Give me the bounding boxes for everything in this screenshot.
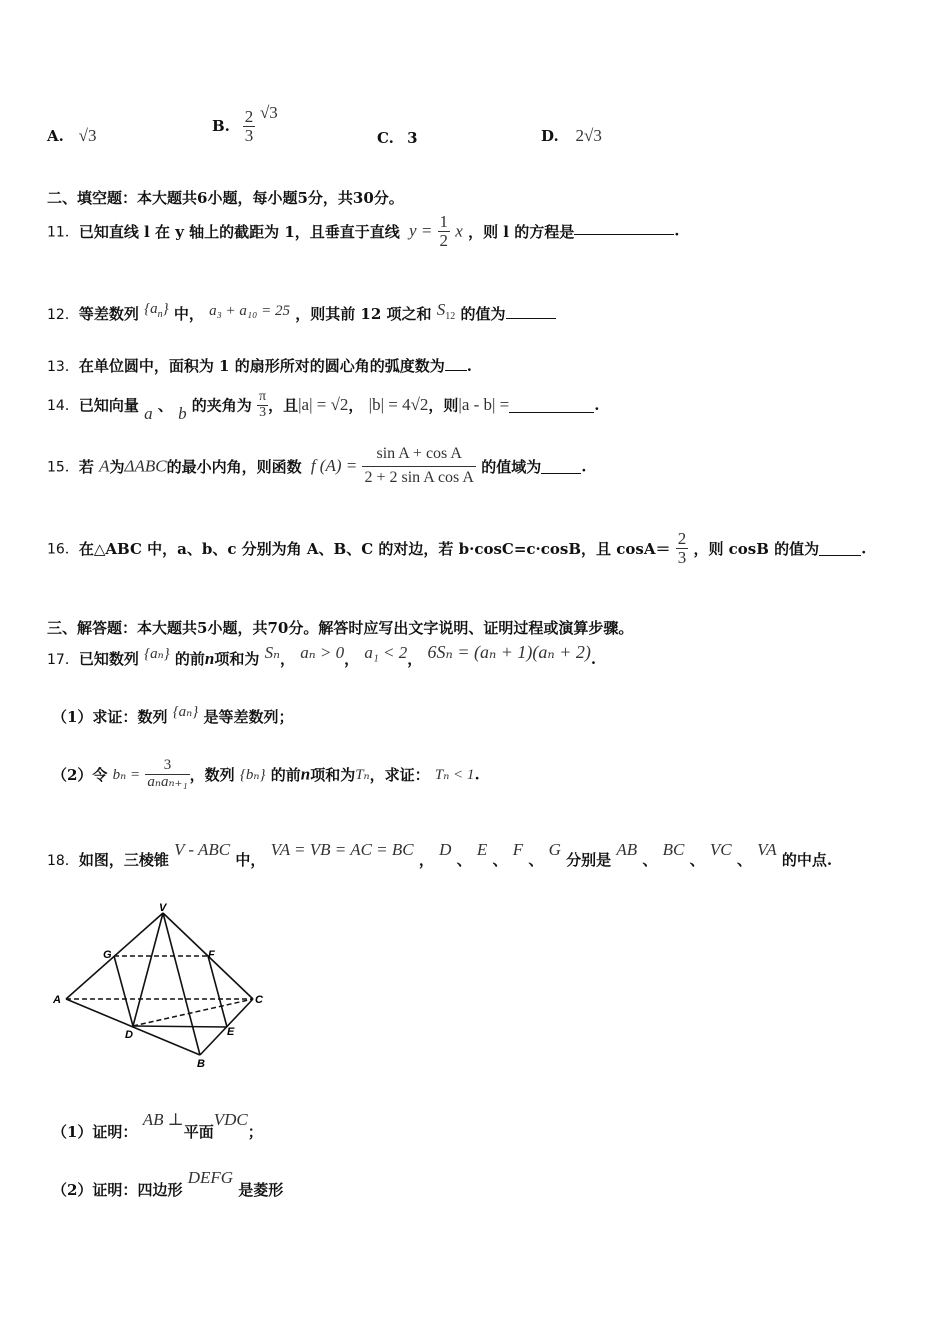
q14-number: 14． (47, 398, 79, 415)
q15-denominator: 2 + 2 sin A cos A (362, 466, 475, 487)
q17-text-1: 已知数列 (78, 650, 139, 668)
option-b (212, 103, 278, 144)
q16-numerator: 2 (677, 529, 687, 548)
q17-2-sequence: {bₙ} (239, 766, 266, 783)
q17-end: . (590, 650, 597, 668)
q15-angle-a: A (99, 456, 110, 476)
q18-sep-3: 、 (528, 851, 544, 869)
question-18-part-2 (52, 1168, 283, 1200)
q14-denominator: 3 (259, 404, 267, 420)
question-11 (47, 213, 679, 250)
q17-2-numerator: 3 (163, 757, 172, 773)
q17-2-fraction (145, 758, 189, 791)
q18-sep-6: 、 (736, 851, 752, 869)
q17-cond-1: aₙ > 0 (300, 643, 345, 662)
q17-2-text-2: 的前 (270, 765, 301, 784)
q17-2-b-lhs: bₙ = (112, 766, 141, 783)
q17-number: 17． (47, 652, 79, 668)
q18-text-3: 分别是 (566, 851, 612, 869)
question-15 (47, 446, 586, 487)
question-17 (47, 642, 596, 669)
question-17-part-1 (52, 702, 294, 727)
q16-text-1: 在△ABC 中，a、b、c 分别为角 A、B、C 的对边，若 b·cosC=c·cosB，且 cosA＝ (78, 539, 671, 558)
q18-2-defg: DEFG (187, 1168, 234, 1187)
q12-text-4: 的值为 (460, 305, 506, 323)
q17-2-text-3: 项和为 (310, 765, 356, 784)
q18-number: 18． (47, 853, 79, 869)
q15-number: 15． (47, 459, 79, 476)
q15-text-2: 为 (109, 457, 125, 476)
q18-sep-1: 、 (456, 851, 472, 869)
option-a-value: √3 (78, 126, 97, 145)
q18-2-text: 是菱形 (238, 1181, 284, 1199)
q16-denominator: 3 (677, 547, 687, 567)
q11-text-1: 已知直线 l 在 y 轴上的截距为 1，且垂直于直线 (78, 222, 400, 241)
q14-text-2: 的夹角为 (191, 396, 252, 415)
q18-1-vdc: VDC (213, 1110, 248, 1129)
q15-text-1: 若 (78, 457, 94, 476)
q16-fraction (676, 530, 689, 567)
section-3-heading: 三、解答题：本大题共5小题，共70分。解答时应写出文字说明、证明过程或演算步骤。 (47, 619, 634, 637)
q17-2-t: Tₙ (355, 766, 370, 783)
q17-cond-3: 6Sₙ = (aₙ + 1)(aₙ + 2) (427, 642, 591, 662)
segment-de (133, 1026, 227, 1027)
q17-text-3: 项和为 (214, 650, 260, 668)
label-c: C (255, 994, 263, 1006)
q12-number: 12． (47, 307, 79, 323)
q14-expr-2: |b| = 4√2 (368, 395, 429, 415)
q12-sequence: $\{a_n\}$ (144, 301, 169, 320)
label-v: V (159, 902, 167, 914)
option-c-value: 3 (407, 129, 418, 147)
segment-gd (114, 956, 133, 1026)
q14-fraction (257, 390, 268, 420)
q15-text-3: 的最小内角，则函数 (166, 457, 302, 476)
question-14 (47, 390, 600, 424)
q18-point-g: G (548, 840, 561, 859)
q17-sum: Sₙ (264, 643, 281, 662)
q14-expr-1: |a| = √2 (298, 395, 349, 415)
q12-equation: a₃ + a₁₀ = 25 (209, 303, 290, 319)
q16-text-2: ，则 cosB 的值为 (693, 539, 820, 558)
q13-number: 13． (47, 359, 79, 375)
q15-answer-blank[interactable] (541, 459, 581, 474)
q16-end: . (861, 539, 867, 558)
q14-end: . (594, 396, 600, 415)
q11-end: . (674, 221, 680, 240)
question-18 (47, 840, 832, 870)
q18-sep-2: 、 (492, 851, 508, 869)
q11-denominator: 2 (439, 230, 449, 250)
q18-point-e: E (476, 840, 488, 859)
q18-text-1: 如图，三棱锥 (78, 851, 169, 869)
q11-eq-rhs: x (455, 221, 463, 241)
q14-numerator: π (259, 389, 267, 404)
q11-fraction (438, 213, 451, 250)
q18-1-label: （1）证明： (52, 1123, 138, 1141)
label-g: G (103, 949, 112, 961)
option-b-fraction (243, 108, 256, 145)
question-13 (47, 355, 472, 376)
q18-text-4: 的中点. (781, 851, 833, 869)
q17-2-inequality: Tₙ < 1 (434, 766, 475, 783)
q18-point-d: D (439, 840, 452, 859)
option-b-root: √3 (259, 103, 278, 122)
q17-sequence: {aₙ} (144, 646, 170, 662)
option-a-label: A. (47, 127, 64, 145)
q18-2-label: （2）证明：四边形 (52, 1181, 183, 1199)
q15-triangle: ΔABC (124, 456, 167, 476)
q15-end: . (581, 457, 587, 476)
option-d-label: D. (541, 127, 559, 145)
q17-text-2: 的前 (174, 650, 205, 668)
q12-answer-blank[interactable] (506, 304, 556, 319)
q12-text-1: 等差数列 (78, 305, 139, 323)
q14-text-1: 已知向量 (78, 396, 139, 415)
q18-point-f: F (512, 840, 524, 859)
q18-pyramid: V - ABC (174, 840, 231, 859)
q17-comma-3: ， (407, 650, 423, 668)
q18-1-plane: 平面 (183, 1123, 214, 1141)
q18-comma: ， (418, 851, 434, 869)
q12-text-3: ，则其前 12 项之和 (295, 305, 432, 323)
q18-text-2: 中， (235, 851, 266, 869)
q16-answer-blank[interactable] (819, 541, 861, 556)
option-b-label: B. (212, 117, 230, 135)
q15-numerator: sin A + cos A (376, 445, 462, 462)
q17-1-sequence: {aₙ} (172, 704, 199, 720)
q15-function: f (A) = (310, 456, 358, 476)
label-a: A (53, 994, 61, 1006)
q17-comma-2: ， (344, 650, 360, 668)
q11-eq-lhs: y = (409, 221, 433, 241)
question-16 (47, 530, 866, 567)
option-a (47, 126, 97, 146)
option-d-value: 2√3 (575, 126, 602, 145)
q11-answer-blank[interactable] (574, 220, 674, 235)
q11-numerator: 1 (439, 212, 449, 231)
question-17-part-2 (52, 758, 480, 791)
question-12 (47, 300, 556, 324)
option-d (541, 126, 602, 146)
q17-2-end: . (474, 765, 480, 784)
q14-text-4: ， (348, 396, 364, 415)
q13-answer-blank[interactable] (445, 356, 467, 371)
q17-comma-1: ， (280, 650, 296, 668)
pyramid-figure (45, 900, 275, 1070)
option-c-label: C. (377, 129, 394, 147)
q14-vector-b: b (178, 404, 187, 424)
q18-seg-bc: BC (662, 840, 685, 859)
q17-2-label: （2）令 (52, 765, 108, 784)
q15-fraction (362, 446, 475, 487)
q11-text-2: ，则 l 的方程是 (468, 222, 575, 241)
q17-2-n: n (300, 764, 311, 784)
q11-number: 11． (47, 224, 79, 241)
q16-number: 16． (47, 541, 79, 558)
q12-text-2: 中， (173, 305, 204, 323)
q14-expr-3: |a - b| = (458, 395, 510, 415)
edge-vb (163, 913, 200, 1055)
q17-n: n (204, 649, 215, 668)
q14-sep: 、 (157, 396, 173, 415)
q14-vector-a: a (144, 404, 153, 424)
q17-2-text-1: ，数列 (189, 765, 235, 784)
q13-end: . (466, 357, 472, 375)
segment-dc-hidden (133, 999, 253, 1026)
q17-1-text: 是等差数列； (203, 708, 294, 726)
section-2-heading: 二、填空题：本大题共6小题，每小题5分，共30分。 (47, 189, 404, 207)
option-b-denominator: 3 (244, 125, 254, 145)
q12-sum: $S_{12}$ (436, 300, 456, 322)
option-c (377, 129, 418, 147)
q18-sep-4: 、 (642, 851, 658, 869)
q17-cond-2: a₁ < 2 (364, 643, 408, 662)
label-b: B (197, 1058, 205, 1070)
q13-text: 在单位圆中，面积为 1 的扇形所对的圆心角的弧度数为 (78, 357, 445, 375)
q18-1-end: ； (247, 1123, 263, 1141)
q17-2-text-4: ，求证： (369, 765, 430, 784)
q18-seg-va: VA (757, 840, 777, 859)
segment-fe (208, 956, 227, 1027)
q15-text-4: 的值域为 (481, 457, 542, 476)
question-18-part-1 (52, 1110, 263, 1142)
q17-2-denominator: aₙaₙ₊₁ (147, 773, 188, 790)
label-f: F (208, 949, 215, 961)
label-d: D (125, 1029, 133, 1041)
q18-sep-5: 、 (689, 851, 705, 869)
edge-vd (133, 913, 163, 1026)
q18-seg-vc: VC (709, 840, 732, 859)
q17-1-label: （1）求证：数列 (52, 708, 168, 726)
q18-equality: VA = VB = AC = BC (270, 840, 414, 859)
q14-text-3: ，且 (268, 396, 299, 415)
label-e: E (227, 1026, 235, 1038)
q18-1-ab: AB ⊥ (142, 1110, 184, 1129)
q14-text-5: ，则 (428, 396, 459, 415)
q14-answer-blank[interactable] (509, 398, 594, 413)
q18-seg-ab: AB (616, 840, 638, 859)
option-b-numerator: 2 (244, 106, 254, 126)
